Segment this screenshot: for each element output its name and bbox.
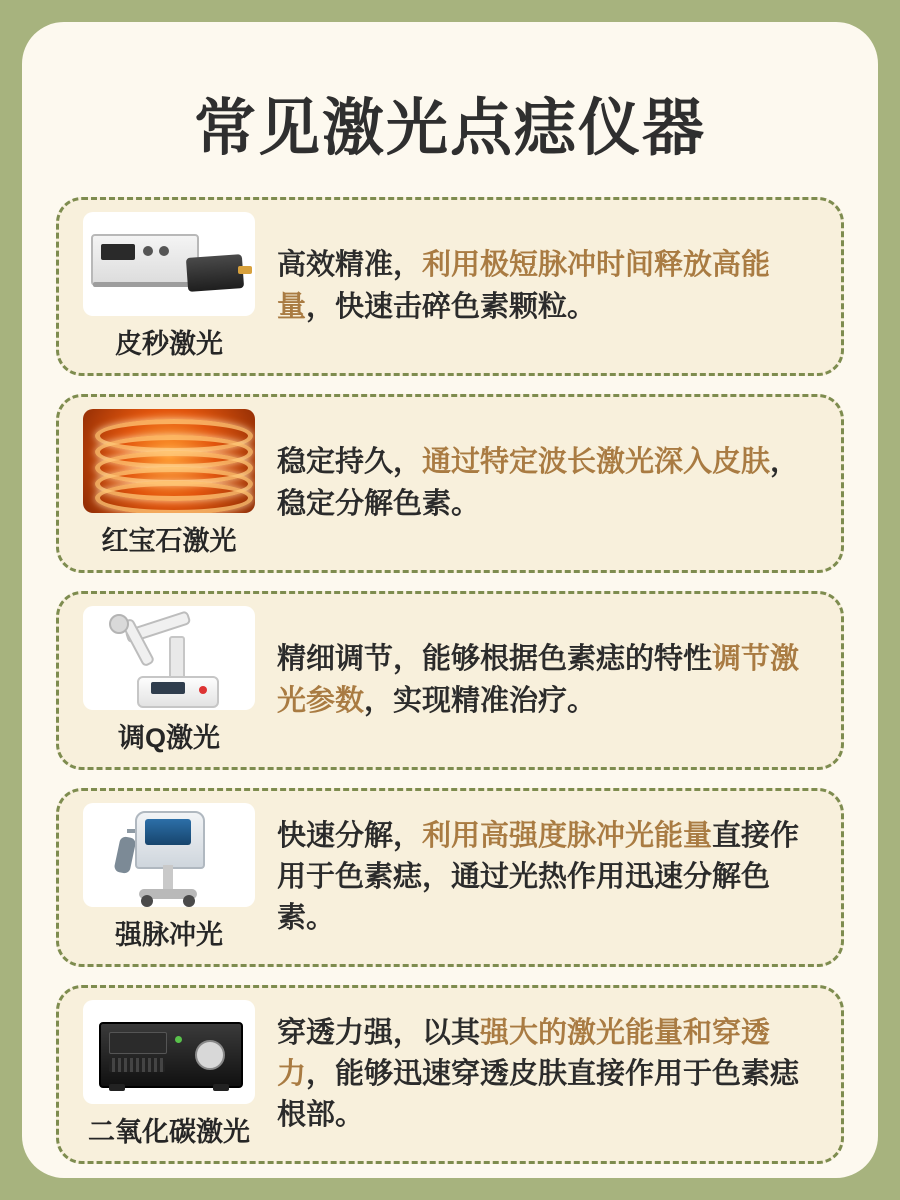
desc-part: 快速分解，: [277, 819, 423, 852]
co2-laser-device-icon: [83, 1000, 255, 1104]
item-label: 调Q激光: [117, 723, 220, 753]
desc-highlight: 利用高强度脉冲光能量: [422, 819, 713, 852]
desc-highlight: 强大的激光能量和穿透力: [277, 1016, 771, 1090]
item-label: 二氧化碳激光: [88, 1117, 250, 1147]
thumbnail-block: [71, 1000, 267, 1149]
list-item: [56, 788, 844, 967]
thumbnail-block: [71, 606, 267, 755]
thumbnail-block: [71, 803, 267, 952]
desc-part: 直接作用于色素痣，通过光热作用迅速分解色素。: [277, 819, 800, 935]
list-item: [56, 591, 844, 770]
q-switched-laser-device-icon: [83, 606, 255, 710]
item-description: [267, 442, 823, 524]
desc-highlight: 利用极短脉冲时间释放高能量: [277, 249, 771, 323]
page-title: 常见激光点痣仪器: [193, 94, 706, 163]
desc-part: 穿透力强，以其: [277, 1016, 481, 1049]
list-item: [56, 197, 844, 376]
card-list: [22, 197, 878, 1164]
desc-part: ，能够迅速穿透皮肤直接作用于色素痣根部。: [277, 1057, 800, 1132]
picosecond-laser-device-icon: [83, 212, 255, 316]
item-description: [267, 639, 823, 721]
list-item: [56, 985, 844, 1164]
item-label: 强脉冲光: [115, 920, 223, 950]
thumbnail-block: [71, 212, 267, 361]
desc-highlight: 调节激光参数: [277, 643, 800, 717]
ruby-laser-coil-icon: [83, 409, 255, 513]
item-description: [267, 816, 823, 940]
item-label: 皮秒激光: [115, 329, 223, 359]
desc-part: ，快速击碎色素颗粒。: [306, 290, 597, 323]
item-description: [267, 245, 823, 327]
desc-part: 精细调节，能够根据色素痣的特性: [277, 643, 713, 676]
desc-part: ，稳定分解色素。: [277, 446, 800, 520]
poster: [22, 22, 878, 1178]
desc-part: 高效精准，: [277, 249, 423, 282]
ipl-machine-icon: [83, 803, 255, 907]
desc-part: ，实现精准治疗。: [364, 684, 597, 717]
list-item: [56, 394, 844, 573]
item-description: [267, 1013, 823, 1137]
desc-highlight: 通过特定波长激光深入皮肤: [422, 446, 771, 479]
desc-part: 稳定持久，: [277, 446, 423, 479]
thumbnail-block: [71, 409, 267, 558]
item-label: 红宝石激光: [101, 526, 237, 556]
